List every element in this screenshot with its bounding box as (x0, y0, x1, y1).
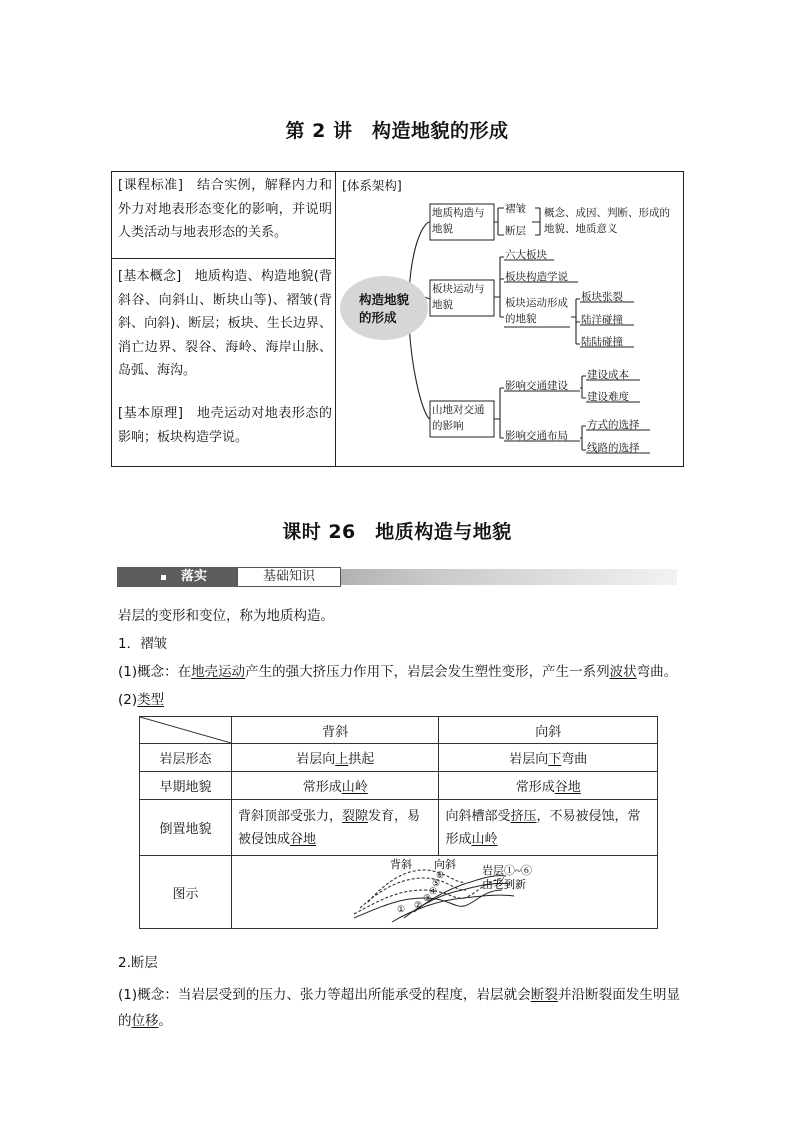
fault-concept: (1)概念：当岩层受到的压力、张力等超出所能承受的程度，岩层就会断裂并沿断裂面发生明显的位移。 (118, 987, 681, 1029)
diagram-layer-1: ① (397, 904, 406, 914)
mindmap-six-plates: 六大板块 (505, 250, 547, 261)
header-anticline: 背斜 (232, 717, 439, 744)
diagram-legend-line2: 由老到新 (482, 879, 526, 891)
row-label-early: 早期地貌 (140, 772, 232, 800)
mindmap-ocean-continent: 陆洋碰撞 (581, 315, 623, 326)
syncline-early: 常形成谷地 (439, 772, 658, 800)
chapter-title: 第 2 讲 构造地貌的形成 (285, 120, 509, 142)
mindmap-plate-rift: 板块张裂 (581, 292, 623, 303)
intro-line: 岩层的变形和变位，称为地质构造。 (118, 608, 334, 624)
square-bullet-icon (161, 575, 166, 580)
section-tab-dark (117, 567, 237, 587)
mindmap-plate-landform: 板块运动形成的地貌 (505, 298, 568, 325)
table-header-row (140, 717, 658, 744)
mindmap-route-choice: 线路的选择 (587, 443, 640, 454)
mindmap-b2-label: 板块运动与地貌 (432, 284, 485, 311)
mindmap-b3-label: 山地对交通的影响 (432, 405, 485, 432)
mindmap-build-cost: 建设成本 (587, 370, 629, 381)
diagram-legend-line1: 岩层①~⑥ (482, 865, 532, 877)
course-standard-text: [课程标准] 结合实例，解释内力和外力对地表形态变化的影响，并说明人类活动与地表形态的关系。 (118, 178, 332, 240)
diagram-syncline-label: 向斜 (434, 859, 456, 871)
diagonal-line (140, 717, 231, 743)
intro-divider (112, 258, 335, 259)
diagram-layer-5: ⑤ (432, 878, 441, 888)
row-label-shape: 岩层形态 (140, 744, 232, 772)
syncline-inverted: 向斜槽部受挤压，不易被侵蚀，常形成山岭 (439, 800, 658, 856)
mindmap-fold-label: 褶皱 (505, 204, 526, 215)
mindmap-build-difficulty: 建设难度 (587, 392, 629, 403)
mindmap-b1-label: 地质构造与地貌 (432, 208, 485, 235)
fold-type-heading: (2)类型 (118, 692, 165, 708)
framework-label: [体系架构] (342, 178, 402, 193)
anticline-shape: 岩层向上拱起 (232, 744, 439, 772)
row-label-diagram: 图示 (140, 856, 232, 929)
fold-heading: 1．褶皱 (118, 636, 168, 652)
section-tab-light: 基础知识 (237, 567, 341, 587)
diagram-layer-3: ③ (423, 893, 432, 903)
anticline-early: 常形成山岭 (232, 772, 439, 800)
mindmap-continent-continent: 陆陆碰撞 (581, 337, 623, 348)
mindmap-b1-leaf: 概念、成因、判断、形成的地貌、地质意义 (544, 208, 670, 235)
mindmap-transport-layout: 影响交通布局 (505, 431, 568, 442)
section-dark-label: 落实 (181, 569, 208, 584)
syncline-shape: 岩层向下弯曲 (439, 744, 658, 772)
fold-diagram-cell (232, 856, 658, 929)
table-row (140, 800, 658, 856)
lesson-title: 课时 26 地质构造与地貌 (282, 521, 512, 543)
diagram-anticline-label: 背斜 (390, 859, 412, 871)
fold-table (139, 716, 658, 929)
table-row (140, 772, 658, 800)
mindmap-transport-build: 影响交通建设 (505, 381, 568, 392)
intro-left-column (112, 172, 336, 466)
mindmap-root-label: 构造地貌的形成 (359, 292, 410, 325)
mindmap-plate-theory: 板块构造学说 (505, 272, 568, 283)
mindmap-mode-choice: 方式的选择 (587, 420, 640, 431)
diagram-layer-4: ④ (429, 886, 438, 896)
table-row (140, 856, 658, 929)
mindmap-fault-label: 断层 (505, 226, 526, 237)
diagram-layer-2: ② (414, 900, 423, 910)
row-label-inverted: 倒置地貌 (140, 800, 232, 856)
header-syncline: 向斜 (439, 717, 658, 744)
anticline-inverted: 背斜顶部受张力，裂隙发育，易被侵蚀成谷地 (232, 800, 439, 856)
basic-principles-text: [基本原理] 地壳运动对地表形态的影响；板块构造学说。 (118, 406, 332, 445)
fault-heading: 2.断层 (118, 955, 158, 971)
table-row (140, 744, 658, 772)
diagonal-header-cell (140, 717, 232, 744)
fold-concept: (1)概念：在地壳运动产生的强大挤压力作用下，岩层会发生塑性变形，产生一系列波状弯曲。 (118, 664, 678, 680)
fold-diagram (232, 856, 657, 928)
intro-box (111, 171, 684, 467)
section-bar (117, 567, 677, 587)
basic-concepts-text: [基本概念] 地质构造、构造地貌(背斜谷、向斜山、断块山等)、褶皱(背斜、向斜)、断层；板块、生长边界、消亡边界、裂谷、海岭、海岸山脉、岛弧、海沟。 (118, 269, 332, 378)
diagram-layer-6: ⑥ (436, 870, 445, 880)
